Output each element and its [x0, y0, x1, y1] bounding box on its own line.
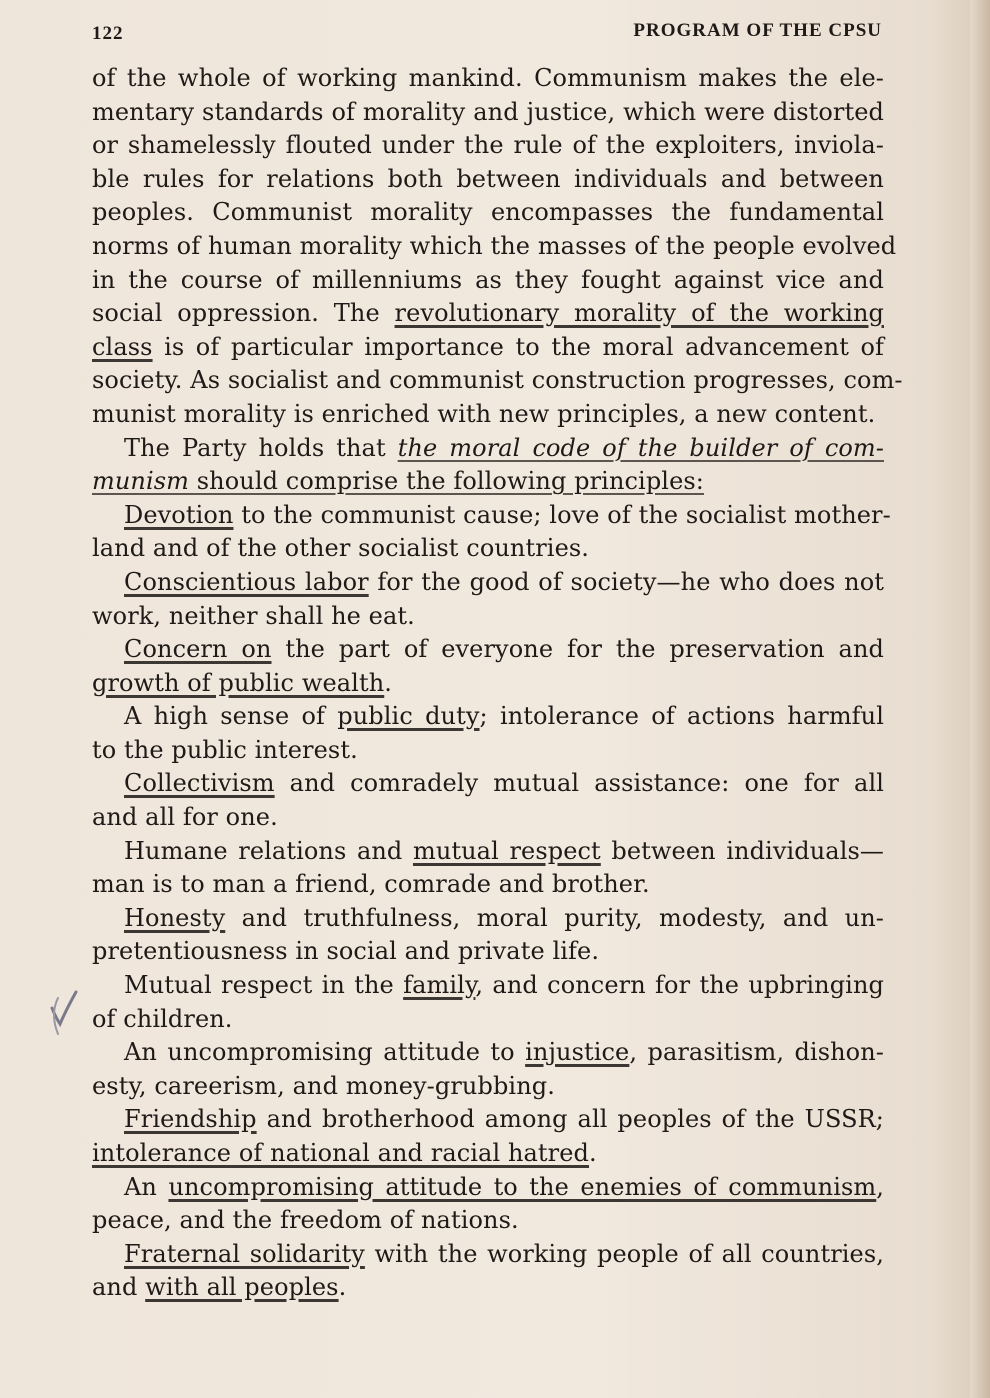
principle-line [92, 902, 884, 936]
text-line: norms of human morality which the masses of the people evolved [92, 231, 897, 260]
underlined-phrase: Fraternal solidarity [124, 1239, 365, 1268]
text-run: with the working people of all countries, [364, 1239, 885, 1268]
text-run: Humane relations and [124, 836, 413, 865]
text-line [92, 331, 884, 365]
text-run: to the communist cause; love of the socialist mother- [233, 500, 891, 529]
text-run: Mutual respect in the [124, 971, 404, 1000]
italic-phrase: munism [92, 467, 190, 496]
principle-line [92, 499, 891, 533]
text-run: An [124, 1172, 169, 1201]
text-line [92, 465, 884, 499]
text-run: and truthfulness, moral purity, modesty, and un- [225, 903, 884, 932]
text-run: for the good of society—he who does not [368, 567, 884, 596]
text-line: in the course of millenniums as they fought against vice and [92, 265, 884, 294]
underlined-phrase: should comprise the following principles: [189, 467, 704, 496]
principle-line [92, 767, 884, 801]
running-head: PROGRAM OF THE CPSU [633, 20, 882, 41]
underlined-phrase: Friendship [124, 1105, 257, 1134]
underlined-phrase: Devotion [124, 500, 234, 529]
underlined-phrase: growth of public wealth [92, 668, 385, 697]
underlined-phrase: intolerance of national and racial hatred [92, 1139, 590, 1167]
underlined-phrase: revolutionary morality of the working [394, 299, 884, 328]
text-line: mentary standards of morality and justice, which were distorted [92, 97, 884, 126]
text-run: the part of everyone for the preservation and [271, 635, 884, 664]
underlined-phrase: Collectivism [124, 769, 275, 798]
text-line: peoples. Communist morality encompasses the fundamental [92, 198, 884, 227]
text-run: . [384, 668, 392, 697]
underlined-phrase: public duty [337, 702, 480, 731]
text-run: and [92, 1273, 146, 1302]
principle-line [92, 835, 884, 869]
principle-line: man is to man a friend, comrade and brother. [92, 870, 650, 899]
text-line: of the whole of working mankind. Communism makes the ele- [92, 64, 884, 92]
principle-line [92, 1171, 884, 1205]
principle-line [92, 1036, 884, 1070]
principle-line [92, 667, 884, 701]
text-run: A high sense of [124, 702, 338, 731]
underlined-phrase: mutual respect [412, 836, 601, 865]
principle-line: esty, careerism, and money-grubbing. [92, 1071, 555, 1100]
principle-line [92, 1271, 884, 1305]
underlined-phrase: class [92, 332, 153, 361]
text-run: is of particular importance to the moral advancement of [152, 332, 884, 361]
text-run: . [338, 1273, 347, 1302]
principle-line [92, 633, 884, 667]
text-run: , and concern for the upbringing [475, 971, 884, 1000]
text-run: social oppression. The [92, 299, 395, 328]
principle-line [92, 700, 884, 734]
underlined-phrase: Conscientious labor [124, 567, 369, 596]
underlined-phrase: uncompromising attitude to the enemies of communism [168, 1172, 877, 1201]
underlined-phrase: family [403, 971, 476, 1000]
principle-line: pretentiousness in social and private life. [92, 937, 600, 966]
principle-line: work, neither shall he eat. [92, 601, 415, 630]
underlined-phrase: Concern on [124, 635, 272, 664]
underlined-phrase: injustice [525, 1038, 630, 1067]
text-line [92, 297, 884, 331]
text-line: munist morality is enriched with new principles, a new content. [92, 399, 876, 428]
underlined-phrase: Honesty [124, 903, 226, 932]
principle-line: and all for one. [92, 803, 278, 832]
text-run: between individuals— [600, 836, 884, 865]
page-number: 122 [92, 23, 124, 44]
principle-line [92, 969, 884, 1003]
body-text [92, 62, 903, 1305]
text-line: society. As socialist and communist construction progresses, com- [92, 366, 903, 395]
principle-line [92, 1103, 884, 1137]
underlined-phrase: with all peoples [145, 1273, 339, 1302]
text-run: ; intolerance of actions harmful [479, 702, 884, 731]
text-line: ble rules for relations both between individuals and between [92, 164, 884, 193]
principle-line: peace, and the freedom of nations. [92, 1206, 519, 1235]
text-line [92, 432, 884, 466]
principle-line: of children. [92, 1004, 233, 1033]
text-run: , [876, 1172, 884, 1201]
principle-line: to the public interest. [92, 735, 358, 764]
principle-line [92, 566, 884, 600]
text-run: , parasitism, dishon- [629, 1038, 884, 1067]
italic-phrase: the moral code of the builder of com- [397, 433, 884, 462]
text-run: The Party holds that [124, 433, 398, 462]
page-header [92, 20, 882, 50]
principle-line [92, 1238, 884, 1272]
text-run: An uncompromising attitude to [124, 1038, 526, 1067]
text-line: or shamelessly flouted under the rule of the exploiters, inviola- [92, 131, 884, 160]
page-edge-shadow [970, 0, 990, 1398]
principle-line: land and of the other socialist countries. [92, 534, 590, 563]
text-run: and comradely mutual assistance: one for all [274, 769, 884, 798]
checkmark-annotation-icon [46, 986, 86, 1038]
text-run: . [589, 1139, 597, 1167]
principle-line [92, 1137, 884, 1171]
text-run: and brotherhood among all peoples of the USSR; [256, 1105, 884, 1134]
